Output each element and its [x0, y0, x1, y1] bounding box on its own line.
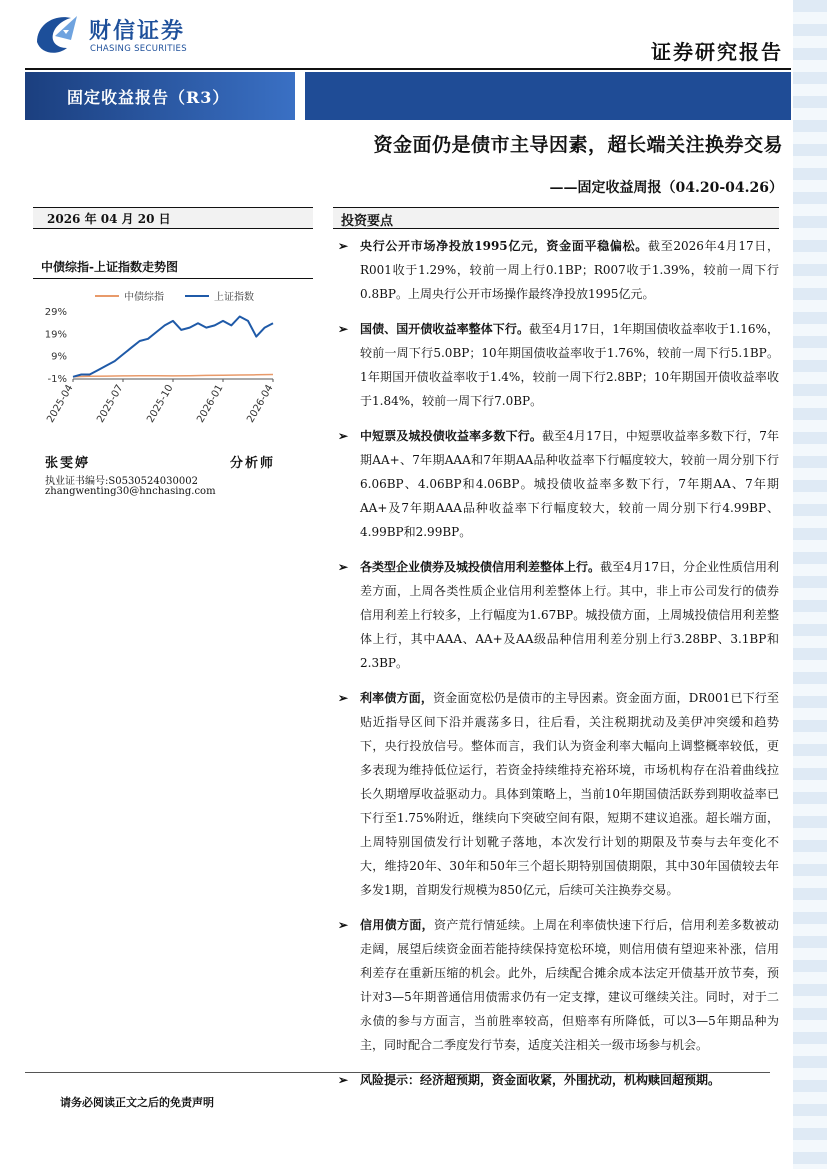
key-point-lead: 央行公开市场净投放1995亿元，资金面平稳偏松。	[360, 239, 648, 253]
legend-label-bond: 中债综指	[124, 292, 164, 303]
y-tick-label: 19%	[44, 329, 67, 341]
series-line-bond-index	[73, 375, 273, 377]
report-title: 资金面仍是债市主导因素，超长端关注换券交易	[373, 134, 783, 156]
chart-legend	[95, 290, 254, 303]
report-date: 2026 年 04 月 20 日	[47, 212, 171, 226]
key-point-lead: 国债、国开债收益率整体下行。	[360, 322, 530, 336]
footer-rule	[25, 1072, 770, 1073]
section-header	[333, 207, 779, 229]
disclaimer-note: 请务必阅读正文之后的免责声明	[60, 1096, 214, 1109]
key-point	[333, 317, 779, 413]
report-subtitle: ——固定收益周报（04.20-04.26）	[549, 180, 783, 196]
logo-mark-icon	[33, 12, 85, 60]
key-point-lead: 各类型企业债券及城投债信用利差整体上行。	[360, 560, 601, 574]
x-tick-label: 2026-04	[245, 383, 276, 425]
key-point-body: 资金面宽松仍是债市的主导因素。资金面方面，DR001已下行至贴近指导区间下沿并震荡多日，往后看，关注税期扰动及美伊冲突缓和趋势下，央行投放信号。整体而言，我们认为资金利率大幅向上调整概率较低，更多表现为维持低位运行，若资金持续维持充裕环境，市场机构存在沿着曲线拉长久期增厚收益驱动力。具体到策略上，当前10年期国债活跃券到期收益率已下行至1.75%附近，继续向下突破空间有限，短期不建议追涨。超长端方面，上周特别国债发行计划靴子落地，本次发行计划的期限及节奏与去年变化不大，维持20年、30年和50年三个超长期特别国债期限，其中30年国债较去年多发1期，首期发行规模为850亿元，后续可关注换券交易。	[360, 691, 779, 897]
y-tick-label: 29%	[44, 307, 67, 318]
analyst-role: 分析师	[230, 456, 276, 471]
key-point	[333, 424, 779, 544]
arrow-bullet-icon: ➢	[338, 322, 349, 336]
chart-title: 中债综指-上证指数走势图	[41, 260, 178, 274]
x-tick-label: 2025-07	[95, 383, 126, 425]
series-layer	[73, 317, 273, 377]
brand-name-en: CHASING SECURITIES	[90, 44, 187, 54]
key-point-lead: 中短票及城投债收益率多数下行。	[360, 429, 542, 443]
x-tick-label: 2025-04	[45, 383, 76, 425]
x-tick-label: 2026-01	[195, 383, 226, 425]
banner-label: 固定收益报告（R3）	[67, 88, 230, 107]
key-point-lead: 信用债方面，	[360, 918, 434, 932]
section-title: 投资要点	[341, 214, 394, 229]
arrow-bullet-icon: ➢	[338, 560, 349, 574]
arrow-bullet-icon: ➢	[338, 1073, 349, 1087]
analyst-name: 张雯婷	[45, 456, 91, 471]
date-header	[33, 207, 313, 229]
header-rule	[25, 68, 791, 70]
key-point-body: 截至4月17日，分企业性质信用利差方面，上周各类性质企业信用利差整体上行。其中，非上市公司发行的债券信用利差上行较多，上行幅度为1.67BP。城投债方面，上周城投债信用利差整体上行，其中AAA、AA+及AA级品种信用利差分别上行3.28BP、3.1BP和2.3BP。	[360, 560, 780, 670]
key-point-body: 资产荒行情延续。上周在利率债快速下行后，信用利差多数被动走阔，展望后续资金面若能持续保持宽松环境，则信用债有望迎来补涨，信用利差存在重新压缩的机会。此外，后续配合摊余成本法定开债基开放节奏，预计对3—5年期普通信用债需求仍有一定支撑，建议可继续关注。同时，对于二永债的参与方面言，当前胜率较高，但赔率有所降低，可以3—5年期品种为主，同时配合二季度发行节奏，适度关注相关一级市场参与机会。	[360, 918, 779, 1052]
index-trend-chart	[33, 282, 318, 440]
key-point	[333, 913, 779, 1057]
chart-rule	[33, 278, 313, 279]
legend-label-sse: 上证指数	[214, 292, 254, 303]
x-axis	[45, 379, 275, 425]
key-point	[333, 234, 779, 306]
key-point-body: 截至4月17日，中短票收益率多数下行，7年期AA+、7年期AAA和7年期AA品种收益率下行幅度较大，较前一周分别下行6.06BP、4.06BP和4.06BP。城投债收益率多数下行，7年期AA、7年期AA+及7年期AAA品种收益率下行幅度较大，较前一周分别下行4.99BP、4.99BP和2.99BP。	[360, 429, 779, 539]
key-points-list	[333, 234, 779, 1103]
key-point	[333, 555, 779, 675]
report-type-label: 证券研究报告	[651, 40, 783, 64]
brand-name: 财信证券	[89, 19, 186, 44]
side-decoration	[793, 0, 827, 1169]
category-banner	[25, 72, 295, 120]
y-tick-label: -1%	[47, 374, 67, 385]
arrow-bullet-icon: ➢	[338, 691, 349, 705]
key-point-lead: 利率债方面，	[360, 691, 434, 705]
key-point-body: 截至4月17日，1年期国债收益率收于1.16%，较前一周下行5.0BP；10年期国债收益率收于1.76%，较前一周下行5.1BP。1年期国开债收益率收于1.4%，较前一周下行2.8BP；10年期国开债收益率收于1.84%，较前一周下行7.0BP。	[360, 322, 779, 408]
analyst-license: 执业证书编号:S0530524030002	[45, 476, 198, 487]
key-point	[333, 686, 779, 902]
brand-logo	[33, 12, 193, 62]
arrow-bullet-icon: ➢	[338, 918, 349, 932]
banner-bar	[305, 72, 791, 120]
key-point-lead: 风险提示：经济超预期，资金面收紧，外围扰动，机构赎回超预期。	[360, 1073, 721, 1087]
arrow-bullet-icon: ➢	[338, 429, 349, 443]
x-tick-label: 2025-10	[145, 383, 176, 425]
y-tick-label: 9%	[51, 351, 67, 363]
key-point-body: 截至2026年4月17日，R001收于1.29%，较前一周上行0.1BP；R007收于1.39%，较前一周下行0.8BP。上周央行公开市场操作最终净投放1995亿元。	[360, 239, 779, 301]
arrow-bullet-icon: ➢	[338, 239, 349, 253]
analyst-email[interactable]: zhangwenting30@hnchasing.com	[45, 486, 216, 497]
series-line-sse-index	[73, 317, 273, 377]
